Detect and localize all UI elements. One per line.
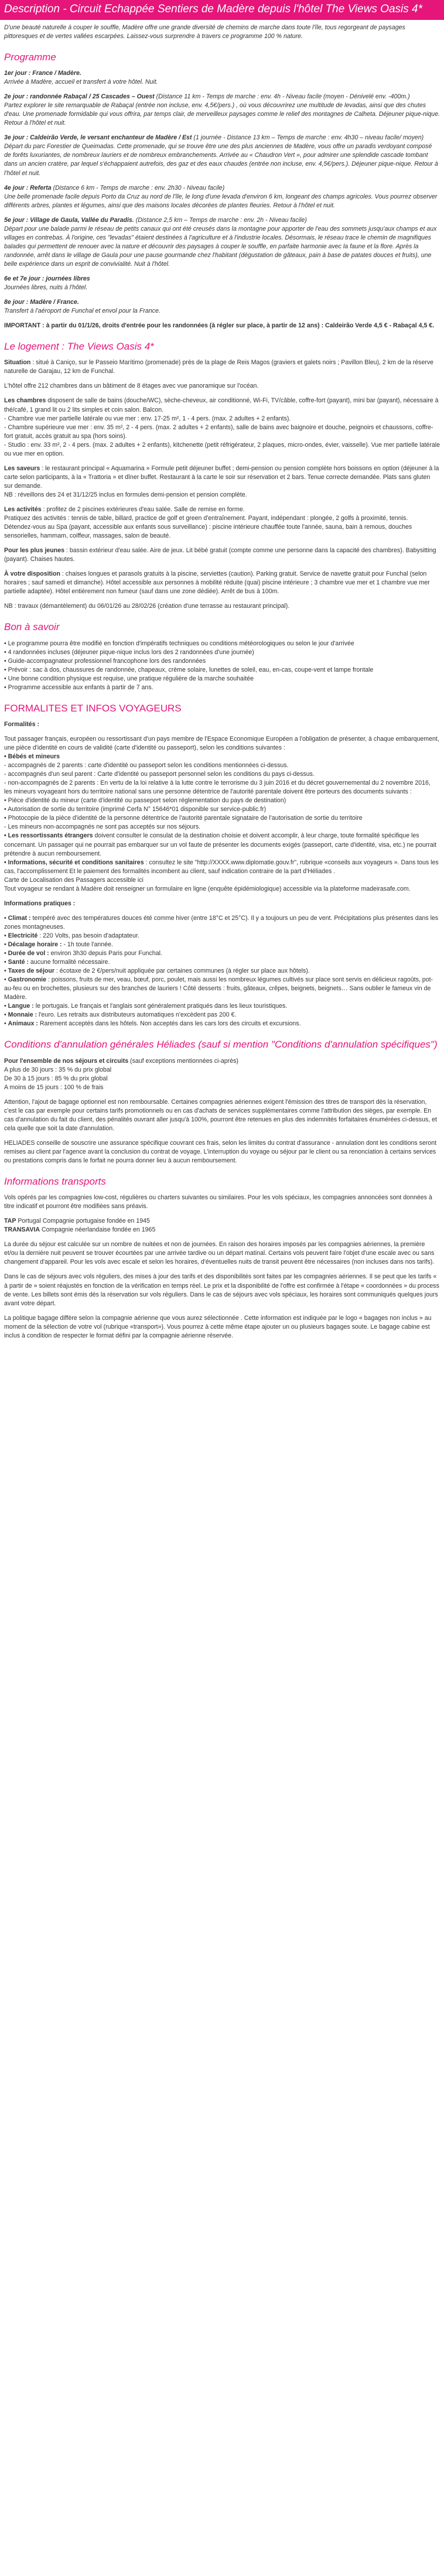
transports-para-3: La politique bagage diffère selon la compagnie aérienne que vous aurez sélectionnée . Cette information est indiquée par le logo « bagages non inclus » au moment de la sélection de votre vol (rubrique «transport»). Vous pourrez à cette même étape ajouter un ou plusieurs bagages soute. Le bagage cabine est inclus à condition de respecter le format défini par la compagnie aérienne réservée.	[4, 1314, 432, 1339]
annulation-attention: Attention, l'ajout de bagage optionnel est non remboursable. Certaines compagnies aériennes exigent l'émission des titres de transport dès la réservation, c'est le cas par exemple pour certains tarifs promotionnels ou en cas d'achats de services supplémentaires comme l'attribution des sièges, par exemple. En cas d'annulation du fait du client, des pénalités ouvrant aller jusqu'à 100%, pourront être retenues en plus des indemnités forfaitaires énumérées ci-dessus, et cela quelle que soit la date d'annulation.	[4, 1098, 437, 1132]
formalites-heading: FORMALITES ET INFOS VOYAGEURS	[4, 702, 182, 714]
saveurs-label: Les saveurs	[4, 464, 40, 472]
day-4-text: Une belle promenade facile depuis Porto da Cruz au nord de l'île, le long d'une levada d'environ 6 km, longeant des champs agricoles. Vous pourrez observer différents arbres, plantes et légumes, ainsi que des maisons locales décorées de plantes fleuries. Retour à l'hôtel et nuit.	[4, 193, 438, 209]
list-item	[4, 1020, 440, 1028]
list-item	[4, 914, 440, 932]
day-8-title: 8e jour : Madère / France.	[4, 298, 79, 306]
formalites-line: • Pièce d'identité du mineur (carte d'identité ou passeport selon réglementation du pays de destination)	[4, 797, 286, 805]
day-8-text: Transfert à l'aéroport de Funchal et envol pour la France.	[4, 307, 160, 314]
day-2-title: 2e jour : randonnée Rabaçal / 25 Cascades – Ouest	[4, 93, 155, 101]
pratique-key: Santé :	[8, 958, 29, 966]
day-6	[4, 275, 440, 292]
formalites-line: - accompagnés de 2 parents : carte d'identité ou passeport selon les conditions mentionnées ci-dessus.	[4, 762, 289, 769]
logement-section	[4, 358, 440, 611]
travaux-note: NB : travaux (démantèlement) du 06/01/26 au 28/02/26 (création d'une terrasse au restaurant principal).	[4, 603, 290, 610]
transports-lead: Vols opérés par les compagnies low-cost, régulières ou charters suivantes ou similaires. Pour les vols spéciaux, les compagnies annoncées sont données à titre indicatif et pourront être modifiées sans préavis.	[4, 1194, 432, 1210]
airlines-list	[4, 1217, 440, 1234]
pratique-key: Animaux :	[8, 1020, 38, 1028]
transports-para-2: Dans le cas de séjours avec vols réguliers, des mises à jour des tarifs et des disponibilités sont faites par les compagnies aériennes. Il se peut que les tarifs « à partir de » soient réajustés en fonction de la vérification en temps réel. Le prix et la disponibilité de l'offre est confirmée à l'étape « coordonnées » du process de vente. Les billets sont émis dès la réservation sur vols réguliers. Dans le cas de séjours avec vols spéciaux, les horaires sont communiqués quelques jours avant votre départ.	[4, 1273, 439, 1307]
formalites-line: - Les mineurs non-accompagnés ne sont pas acceptés sur nos séjours.	[4, 823, 201, 831]
day-3	[4, 134, 440, 177]
disposition-label: À votre disposition	[4, 570, 60, 577]
day-5	[4, 216, 440, 269]
day-1	[4, 69, 440, 87]
annulation-heliades: HELIADES conseille de souscrire une assurance spécifique couvrant ces frais, selon les limites du contrat d'assurance - annulation dont les conditions seront remises au client par l'agence avant la conclusion du contrat de voyage. L'interruption du voyage ou séjour par le client ou sa renonciation à certains services ou prestations compris dans le forfait ne pourra donner lieu à aucun remboursement.	[4, 1139, 437, 1164]
day-4-title-rest: (Distance 6 km - Temps de marche : env. 2h30 - Niveau facile)	[51, 184, 225, 191]
pratique-value: : poissons, fruits de mer, veau, bœuf, porc, poulet, mais aussi les nombreux légumes cultivés sur place sont servis en délicieux ragoûts, pot-au-feu ou en brochettes, plusieurs sur des branches de lauriers ! Côté desserts : fruits, gâteaux, crêpes, beignets, beignets… Sans oublier le fameux vin de Madère.	[4, 976, 433, 1001]
activites-para	[4, 505, 440, 540]
activites-spa: Détendez-vous au Spa (payant, accessible aux enfants sous surveillance) : piscine intérieure chauffée toute l'année, sauna, bain à remous, douches sensorielles, hammam, coiffeur, massages, salon de beauté.	[4, 523, 412, 539]
pratique-key: Durée de vol :	[8, 949, 49, 957]
list-item	[4, 1011, 440, 1020]
situation-para	[4, 358, 440, 376]
airline-desc: Compagnie néerlandaise fondée en 1965	[40, 1226, 156, 1234]
day-4-title: 4e jour : Referta	[4, 184, 52, 191]
annulation-lead-bold: Pour l'ensemble de nos séjours et circuits	[4, 1057, 129, 1065]
etrangers-label: • Les ressortissants étrangers	[4, 832, 93, 840]
formalites-section	[4, 720, 440, 1028]
formalites-label: Formalités :	[4, 721, 40, 728]
pratique-value: l'euro. Les retraits aux distributeurs automatiques n'excèdent pas 200 €.	[37, 1011, 237, 1019]
pratiques-label: Informations pratiques :	[4, 899, 76, 907]
saveurs-nb: NB : réveillons des 24 et 31/12/25 inclus en formules demi-pension et pension complète.	[4, 491, 247, 498]
chambre-line: - Chambre supérieure vue mer : env. 35 m², 2 - 4 pers. (max. 2 adultes + 2 enfants), salle de bains avec baignoire et douche, peignoirs et chaussons, coffre-fort gratuit, accès gratuit au spa (hors soins).	[4, 423, 433, 440]
day-3-title-rest: (1 journée - Distance 13 km – Temps de marche : env. 4h30 – niveau facile/ moyen)	[192, 134, 424, 142]
annulation-line: A moins de 15 jours : 100 % de frais	[4, 1083, 104, 1091]
list-item	[4, 958, 440, 967]
saveurs-para	[4, 464, 440, 500]
pratique-key: Gastronomie	[8, 976, 46, 983]
pratique-value: aucune formalité nécessaire.	[28, 958, 110, 966]
situation-label: Situation	[4, 359, 31, 367]
chambre-line: - Studio : env. 33 m², 2 - 4 pers. (max. 2 adultes + 2 enfants), kitchenette (petit réfrigérateur, 2 plaques, micro-ondes, évier, vaisselle). Vue mer partielle latérale ou vue mer en option.	[4, 441, 440, 457]
important-note: IMPORTANT : à partir du 01/1/26, droits d'entrée pour les randonnées (à régler sur place, à partir de 12 ans) : Caldeirão Verde 4,5 € - Rabaçal 4,5 €.	[4, 321, 435, 329]
hotel-text: L'hôtel offre 212 chambres dans un bâtiment de 8 étages avec vue panoramique sur l'océan.	[4, 382, 259, 390]
disposition-text: : chaises longues et parasols gratuits à la piscine, serviettes (caution). Parking gratuit. Service de navette gratuit pour Funchal (selon horaires ; sauf samedi et dimanche). Hôtel accessible aux personnes à mobilité réduite (quai) piscine intérieure ; 3 chambre vue mer et 1 chambre vue mer partielle adaptée). Hôtel entièrement non fumeur (sauf dans une zone dédiée). Arrêt de bus à 100m.	[4, 570, 430, 596]
pratique-value: le portugais. Le français et l'anglais sont généralement pratiqués dans les lieux touristiques.	[33, 1003, 288, 1010]
bon-savoir-heading: Bon à savoir	[4, 621, 60, 633]
annulation-line: A plus de 30 jours : 35 % du prix global	[4, 1066, 112, 1073]
content	[0, 23, 444, 1340]
etrangers-text: doivent consulter le consulat de la destination choisie et doivent accomplir, à leur charge, toute formalité spécifique les concernant. Un passager qui ne pourrait pas embarquer sur un vol faute de présenter les documents exigés (passeport, carte d'identité, visa, etc.) ne pourrait prétendre à aucun remboursement.	[4, 832, 437, 857]
activites-text: : profitez de 2 piscines extérieures d'eau salée. Salle de remise en forme.	[41, 505, 245, 513]
situation-text: : situé à Caniço, sur le Passeio Marítimo (promenade) près de la plage de Reis Magos (graviers et galets noirs ; Pavillon Bleu), 2 km de la réserve naturelle de Garajau, 12 km de Funchal.	[4, 359, 434, 375]
formalites-intro-text: Tout passager français, européen ou ressortissant d'un pays membre de l'Espace Economique Européen a l'obligation de présenter, à chaque embarquement, une pièce d'identité en cours de validité (carte d'identité ou passeport), selon les conditions suivantes :	[4, 735, 439, 752]
day-8	[4, 298, 440, 316]
list-item	[4, 932, 440, 940]
bebes-label: • Bébés et mineurs	[4, 753, 60, 761]
day-2	[4, 93, 440, 128]
annulation-lead: (sauf exceptions mentionnées ci-après)	[128, 1057, 238, 1065]
logement-heading: Le logement : The Views Oasis 4*	[4, 340, 154, 352]
airline-name: TRANSAVIA	[4, 1226, 40, 1234]
infos-text: : consultez le site "http://XXXX.www.diplomatie.gouv.fr", rubrique «conseils aux voyageurs ». Dans tous les cas, l'accomplissement Et le paiement des formalités incombent au client, sauf indication contraire de la part d'Héliades .	[4, 858, 439, 875]
saveurs-text: : le restaurant principal « Aquamarina » Formule petit déjeuner buffet ; demi-pension ou pension complète hors boissons en option (déjeuner à la carte selon participants, à la « Trattoria » et dîner buffet. Restaurant à la carte le soir sur réservation et 2 bars. Tenue correcte demandée. Plats sans gluten sur demande.	[4, 464, 439, 490]
pratique-value: tempéré avec des températures douces été comme hiver (entre 18°C et 25°C). Il y a toujours un peu de vent. Précipitations plus présentes dans les zones montagneuses.	[4, 914, 439, 930]
activites-label: Les activités	[4, 505, 42, 513]
formalites-line: • Photocopie de la pièce d'identité de la personne détentrice de l'autorité parentale signataire de l'autorisation de sortie du territoire	[4, 815, 363, 822]
infos-label: • Informations, sécurité et conditions sanitaires	[4, 858, 144, 866]
list-item	[4, 967, 440, 976]
list-item: • Le programme pourra être modifié en fonction d'impératifs techniques ou conditions météorologiques ou selon le jour d'arrivée	[4, 639, 440, 648]
list-item	[4, 976, 440, 1002]
pratique-key: Décalage horaire :	[8, 940, 62, 948]
day-3-text: Départ du parc Forestier de Queimadas. Cette promenade, qui se trouve être une des plus anciennes de Madère, vous offre un paradis verdoyant composé de forêts luxuriantes, de nombreux lauriers et de nombreux embranchements. Arrivée au « Chaudron Vert », pour admirer une splendide cascade tombant dans un ancien cratère, par lequel s'échappaient autrefois, des gaz et des eaux chaudes (entrée non incluse, env. 4,5€/pers.). Déjeuner pique-nique. Retour à l'hôtel et nuit.	[4, 143, 438, 177]
chambre-line: - Chambre vue mer partielle latérale ou vue mer : env. 17-25 m², 1 - 4 pers. (max. 2 adultes + 2 enfants).	[4, 415, 291, 422]
pratique-key: Electricité	[8, 932, 38, 939]
day-1-text: Arrivée à Madère, accueil et transfert à votre hôtel. Nuit.	[4, 78, 158, 86]
day-6-text: Journées libres, nuits à l'hôtel.	[4, 283, 88, 291]
list-item: • Programme accessible aux enfants à partir de 7 ans.	[4, 683, 440, 692]
airline-name: TAP	[4, 1217, 16, 1225]
day-2-title-rest: (Distance 11 km - Temps de marche : env. 4h - Niveau facile (moyen - Dénivelé env. -400m.)	[154, 93, 410, 101]
day-3-title: 3e jour : Caldeirão Verde, le versant enchanteur de Madère / Est	[4, 134, 192, 142]
day-1-title: 1er jour : France / Madère.	[4, 70, 81, 77]
enfants-label: Pour les plus jeunes	[4, 546, 65, 554]
transports-heading: Informations transports	[4, 1175, 106, 1187]
annulation-line: De 30 à 15 jours : 85 % du prix global	[4, 1075, 108, 1082]
programme-heading: Programme	[4, 51, 56, 63]
pratique-value: : 220 Volts, pas besoin d'adaptateur.	[37, 932, 139, 939]
list-item	[4, 949, 440, 958]
day-4	[4, 184, 440, 210]
bon-savoir-list	[4, 639, 440, 692]
list-item	[4, 940, 440, 949]
pratique-key: Monnaie :	[8, 1011, 37, 1019]
airline-desc: Portugal Compagnie portugaise fondée en 1945	[16, 1217, 150, 1225]
enfants-para	[4, 546, 440, 564]
chambres-para	[4, 396, 440, 458]
chambres-label: Les chambres	[4, 397, 46, 405]
passagers-more: Tout voyageur se rendant à Madère doit renseigner un formulaire en ligne (enquête épidémiologique) accessible via la plateforme madeirasafe.com.	[4, 885, 411, 892]
formalites-line: - accompagnés d'un seul parent : Carte d'identité ou passeport personnel selon les conditions du pays ci-dessus.	[4, 771, 315, 778]
list-item: • 4 randonnées incluses (déjeuner pique-nique inclus lors des 2 randonnées d'une journée)	[4, 648, 440, 657]
formalites-line: • Autorisation de sortie du territoire (imprimé Cerfa N° 15646*01 disponible sur service-public.fr)	[4, 806, 267, 813]
pratique-key: Climat :	[8, 914, 31, 922]
passagers-link[interactable]: Carte de Localisation des Passagers accessible ici	[4, 876, 144, 884]
enfants-text: : bassin extérieur d'eau salée. Aire de jeux. Lit bébé gratuit (compte comme une personne dans la capacité des chambres). Babysitting (payant). Chaises hautes.	[4, 546, 436, 563]
transports-para-1: La durée du séjour est calculée sur un nombre de nuitées et non de journées. En raison des horaires imposés par les compagnies aériennes, la première et/ou la dernière nuit peuvent se trouver écourtées par une arrivée tardive ou un départ matinal. Certains vols peuvent faire l'objet d'une escale avec ou sans changement d'appareil. Pour les vols avec escale et selon les horaires, d'éventuelles nuits de transit peuvent être nécessaires (non incluses dans nos tarifs).	[4, 1241, 435, 1266]
pratique-key: Langue :	[8, 1003, 34, 1010]
day-2-text: Partez explorer le site remarquable de Rabaçal (entrée non incluse, env. 4,5€/pers.) , où vous découvrirez une multitude de levadas, ainsi que des chutes d'eau. Une promenade formidable qui vous offrira, par temps clair, de merveilleux paysages comme le relief des montagnes de Calheta. Déjeuner pique-nique. Retour à l'hôtel et nuit.	[4, 102, 440, 127]
list-item	[4, 1002, 440, 1011]
pratique-key: Taxes de séjour	[8, 967, 54, 974]
annulation-rates	[4, 1057, 440, 1092]
pratique-value: environ 3h30 depuis Paris pour Funchal.	[49, 949, 162, 957]
disposition-para	[4, 570, 440, 596]
programme-days	[4, 69, 440, 330]
formalites-intro	[4, 735, 440, 894]
day-6-title: 6e et 7e jour : journées libres	[4, 275, 90, 282]
list-item: • Guide-accompagnateur professionnel francophone lors des randonnées	[4, 657, 440, 666]
list-item: • Prévoir : sac à dos, chaussures de randonnée, chapeaux, crème solaire, lunettes de soleil, eau, en-cas, coupe-vent et lampe frontale	[4, 666, 440, 675]
transports-section	[4, 1193, 440, 1340]
day-5-title-rest: (Distance 2,5 km – Temps de marche : env. 2h - Niveau facile)	[134, 216, 307, 224]
day-5-text: Départ pour une balade parmi le réseau de petits canaux qui ont été creusés dans la montagne pour apporter de l'eau des sommets jusqu'aux champs et aux villages en contrebas. À l'origine, ces "levadas" étaient destinées à l'agriculture et à l'industrie locales. Désormais, le réseau trace le chemin de magnifiques balades qui permettent de renouer avec la nature et découvrir des paysages à couper le souffle, en parfaite harmonie avec la faune et la flore. Après la randonnée, arrêt dans le village de Gaula pour une pause gourmande chez l'habitant (dégustation de gâteaux, pain à base de patates douces et fruits), une belle expérience dans un esprit de convivialité. Nuit à l'hôtel.	[4, 225, 437, 268]
pratique-value: Rarement acceptés dans les hôtels. Non acceptés dans les cars lors des circuits et excursions.	[37, 1020, 301, 1028]
activites-more: Pratiquez des activités : tennis de table, billard, practice de golf et green d'entraînement. Payant, indépendant : plongée, 2 golfs à proximité, tennis.	[4, 514, 408, 522]
pratique-value: : écotaxe de 2 €/pers/nuit appliquée par certaines communes (à régler sur place aux hôtels).	[54, 967, 310, 974]
list-item: • Une bonne condition physique est requise, une pratique régulière de la marche souhaitée	[4, 675, 440, 683]
page-title: Description - Circuit Echappée Sentiers de Madère depuis l'hôtel The Views Oasis 4*	[0, 0, 444, 20]
day-5-title: 5e jour : Village de Gaula, Vallée du Paradis.	[4, 216, 134, 224]
chambres-text: disposent de salle de bains (douche/WC), sèche-cheveux, air conditionné, Wi-Fi, TV/câble, coffre-fort (payant), mini bar (payant), nécessaire à thé/café, 1 grand lit ou 2 lits simples et coin salon. Balcon.	[4, 397, 439, 413]
pratiques-list	[4, 914, 440, 1028]
annulation-heading: Conditions d'annulation générales Héliades (sauf si mention "Conditions d'annulation spécifiques")	[4, 1039, 438, 1051]
annulation-section	[4, 1057, 440, 1165]
formalites-line: - non-accompagnés de 2 parents : En vertu de la loi relative à la lutte contre le terrorisme du 3 juin 2016 et du décret gouvernemental du 2 novembre 2016, les mineurs voyageant hors du territoire national sans une personne détentrice de l'autorité parentale doivent être porteurs des documents suivants :	[4, 779, 431, 796]
pratique-value: - 1h toute l'année.	[62, 940, 113, 948]
intro-text: D'une beauté naturelle à couper le souffle, Madère offre une grande diversité de chemins de marche dans toute l'île, tous regorgeant de paysages pittoresques et de vertes vallées escarpées. Laissez-vous surprendre à travers ce programme 100 % nature.	[4, 23, 405, 40]
